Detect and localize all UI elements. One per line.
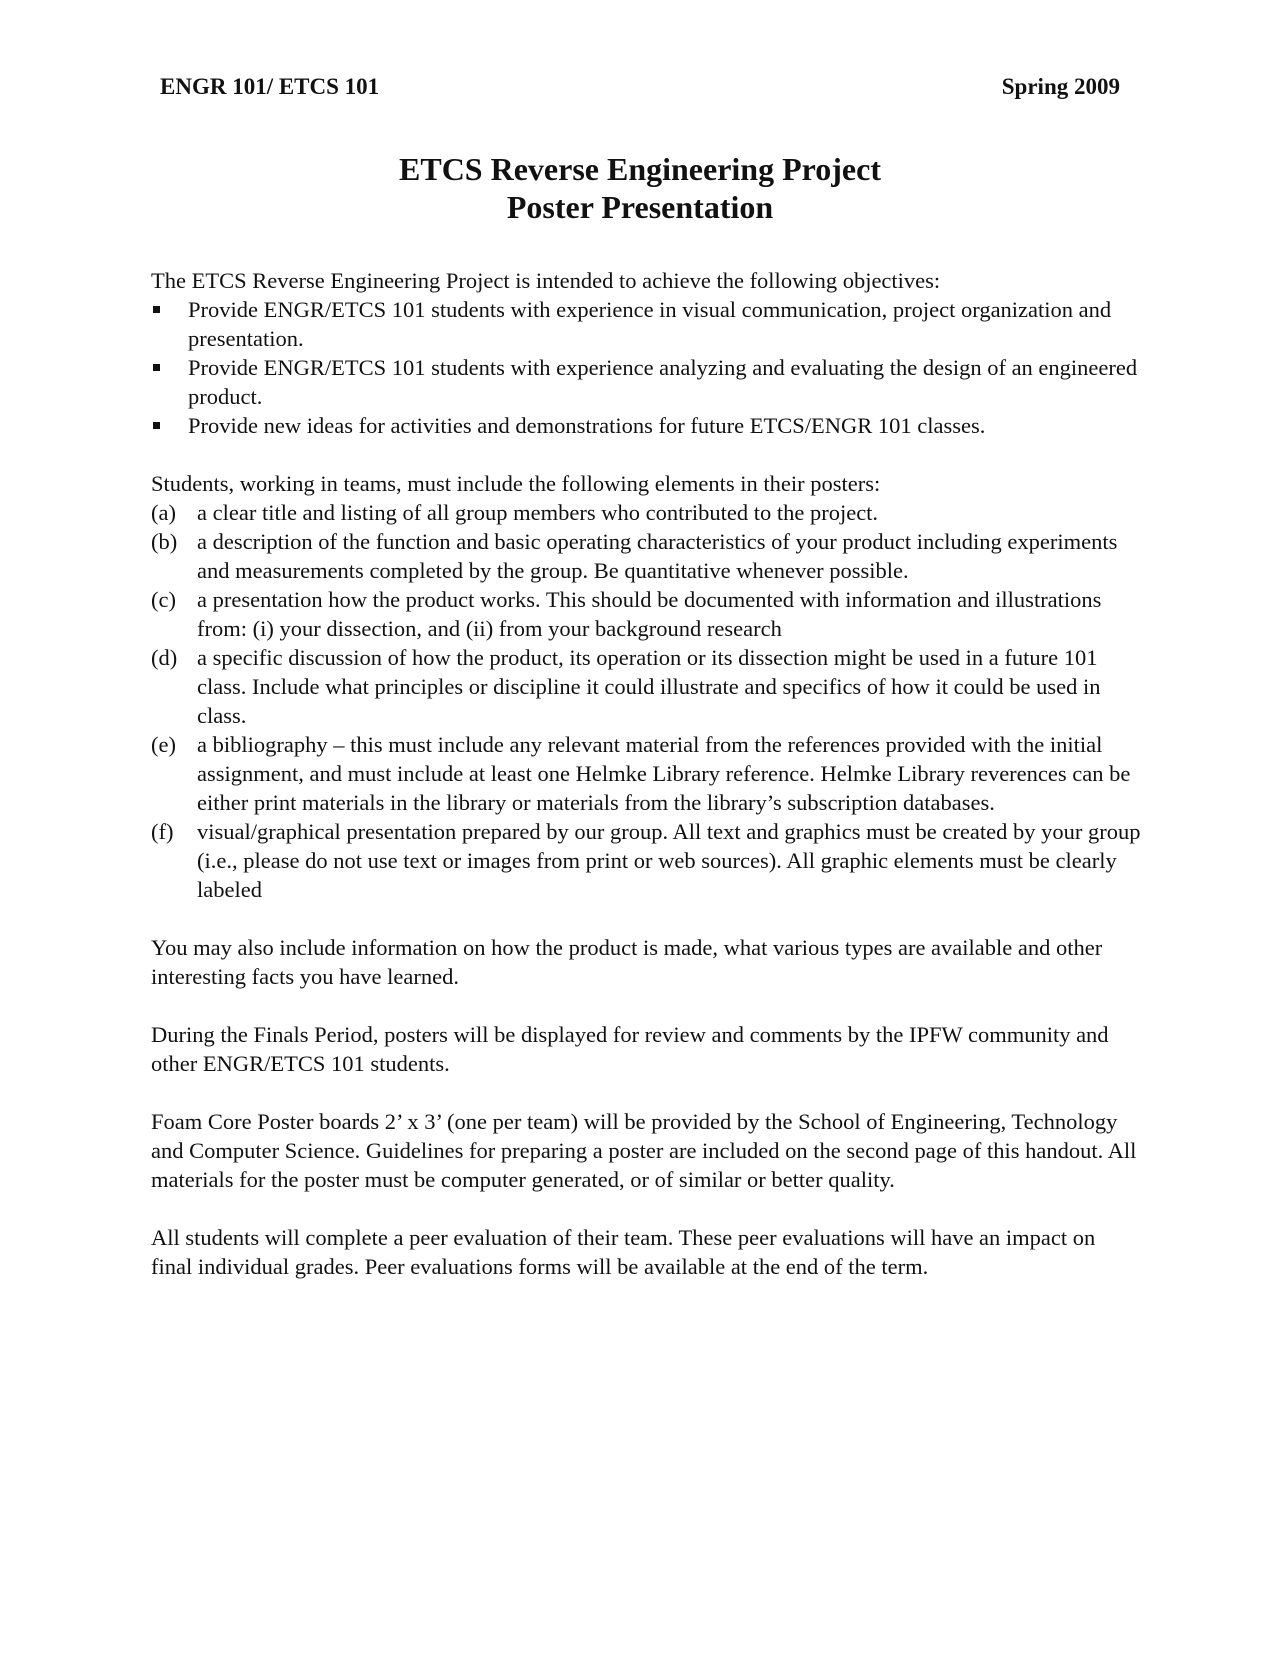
spacer	[151, 440, 1141, 469]
peer-evaluation-paragraph: All students will complete a peer evaluation of their team. These peer evaluations will have an impact on final individual grades. Peer evaluations forms will be available at the end of the term.	[151, 1225, 1096, 1279]
finals-paragraph: During the Finals Period, posters will be displayed for review and comments by the IPFW community and other ENGR/ETCS 101 students.	[151, 1022, 1109, 1076]
page-title	[0, 150, 1280, 226]
square-bullet-icon	[153, 422, 160, 429]
item-label: (a)	[151, 500, 176, 525]
item-label: (e)	[151, 732, 176, 757]
item-text: visual/graphical presentation prepared by our group. All text and graphics must be created by your group (i.e., please do not use text or images from print or web sources). All graphic elements must be clearly labeled	[197, 819, 1141, 902]
intro-paragraph: The ETCS Reverse Engineering Project is intended to achieve the following objectives:	[151, 268, 941, 293]
square-bullet-icon	[153, 364, 160, 371]
item-text: a bibliography – this must include any relevant material from the references provided with the initial assignment, and must include at least one Helmke Library reference. Helmke Library reverences can be either print materials in the library or materials from the library’s subscription databases.	[197, 732, 1131, 815]
objective-text: Provide new ideas for activities and demonstrations for future ETCS/ENGR 101 classes.	[188, 413, 986, 438]
objectives-list	[151, 295, 1141, 440]
list-item	[151, 411, 1141, 440]
spacer	[151, 1194, 1141, 1223]
spacer	[151, 904, 1141, 933]
optional-info-paragraph: You may also include information on how the product is made, what various types are available and other interesting facts you have learned.	[151, 935, 1103, 989]
list-item	[151, 353, 1141, 411]
list-item	[151, 643, 1141, 730]
list-item	[151, 498, 1141, 527]
spacer	[151, 1078, 1141, 1107]
item-text: a clear title and listing of all group members who contributed to the project.	[197, 500, 879, 525]
list-item	[151, 817, 1141, 904]
materials-paragraph: Foam Core Poster boards 2’ x 3’ (one per team) will be provided by the School of Engineering, Technology and Computer Science. Guidelines for preparing a poster are included on the second page of this handout. All materials for the poster must be computer generated, or of similar or better quality.	[151, 1109, 1137, 1192]
item-text: a presentation how the product works. This should be documented with information and illustrations from: (i) your dissection, and (ii) from your background research	[197, 587, 1102, 641]
term-header: Spring 2009	[1001, 74, 1120, 99]
item-label: (f)	[151, 819, 174, 844]
item-text: a description of the function and basic operating characteristics of your product including experiments and measurements completed by the group. Be quantitative whenever possible.	[197, 529, 1118, 583]
title-line-1: ETCS Reverse Engineering Project	[399, 151, 881, 187]
title-line-2: Poster Presentation	[506, 189, 774, 225]
objective-text: Provide ENGR/ETCS 101 students with experience analyzing and evaluating the design of an engineered product.	[188, 355, 1138, 409]
course-header: ENGR 101/ ETCS 101	[160, 74, 380, 99]
list-item	[151, 295, 1141, 353]
spacer	[151, 991, 1141, 1020]
list-item	[151, 585, 1141, 643]
item-label: (b)	[151, 529, 178, 554]
document-body	[151, 266, 1141, 1281]
list-item	[151, 527, 1141, 585]
poster-elements-list	[151, 498, 1141, 904]
objective-text: Provide ENGR/ETCS 101 students with experience in visual communication, project organization and presentation.	[188, 297, 1112, 351]
list-item	[151, 730, 1141, 817]
elements-intro-paragraph: Students, working in teams, must include the following elements in their posters:	[151, 471, 881, 496]
item-label: (d)	[151, 645, 178, 670]
square-bullet-icon	[153, 306, 160, 313]
item-text: a specific discussion of how the product, its operation or its dissection might be used in a future 101 class. Include what principles or discipline it could illustrate and specifics of how it could be used in class.	[197, 645, 1101, 728]
item-label: (c)	[151, 587, 176, 612]
